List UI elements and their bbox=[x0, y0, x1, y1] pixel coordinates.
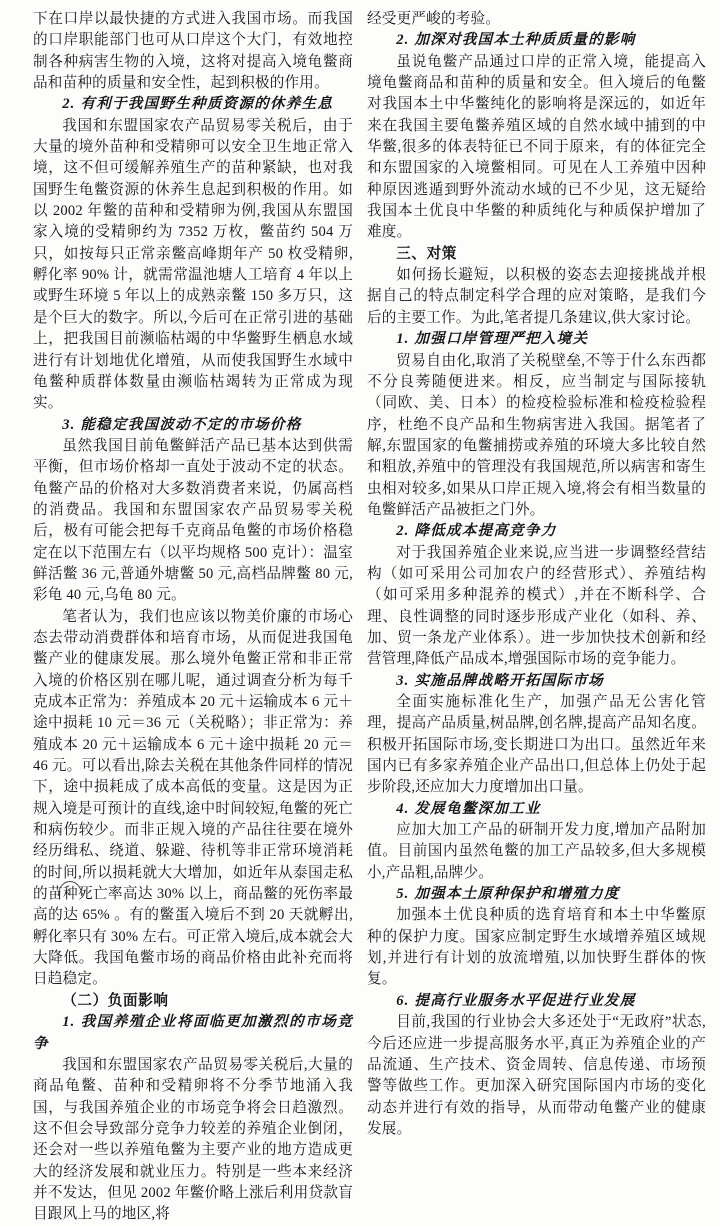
subsection-heading: 4. 发展龟鳖深加工业 bbox=[396, 800, 541, 817]
paragraph: 加强本土优良种质的选育培育和本土中华鳖原种的保护力度。国家应制定野生水域增养殖区域规划,并进行有计划的放流增殖,以加快野生群体的恢复。 bbox=[367, 907, 706, 988]
subsection-heading: 3. 实施品牌战略开拓国际市场 bbox=[396, 672, 604, 689]
subsection-heading: 3. 能稳定我国波动不定的市场价格 bbox=[62, 416, 302, 433]
text-column-right bbox=[367, 9, 706, 1140]
paragraph: 对于我国养殖企业来说,应当进一步调整经营结构（如可采用公司加农户的经营形式）、养殖结构（如可采用多种混养的模式）,并在不断科学、合理、良性调整的同时逐步形成产业化（如科、养、加、贸一条龙产业体系）。进一步加快技术创新和经营管理,降低产品成本,增强国际市场的竞争能力。 bbox=[367, 544, 706, 668]
section-heading: 三、对策 bbox=[396, 245, 457, 262]
paragraph: 我国和东盟国家农产品贸易零关税后，由于大量的境外苗种和受精卵可以安全卫生地正常入境，这不但可缓解养殖生产的苗种紧缺，也对我国野生龟鳖资源的休养生息起到积极的作用。如以 2002 年鳖的苗种和受精卵为例,我国从东盟国家入境的受精卵约为 7352 万枚，鳖苗约 504 万只，如按每只正常亲鳖高峰期年产 50 枚受精卵,孵化率 90% 计，就需常温池塘人工培育 4 年以上或野生环境 5 年以上的成熟亲鳖 150 多万只，这是个巨大的数字。所以,今后可在正常引进的基础上，把我国目前濒临枯竭的中华鳖野生栖息水域进行有计划地优化增殖，从而使我国野生水域中龟鳖种质群体数量由濒临枯竭转为正常成为现实。 bbox=[33, 117, 353, 412]
subsection-heading: 6. 提高行业服务水平促进行业发展 bbox=[396, 992, 636, 1009]
paragraph: 虽然我国目前龟鳖鲜活产品已基本达到供需平衡，但市场价格却一直处于波动不定的状态。龟鳖产品的价格对大多数消费者来说，仍属高档的消费品。我国和东盟国家农产品贸易零关税后，极有可能会把每千克商品龟鳖的市场价格稳定在以下范围左右（以平均规格 500 克计）：温室鲜活鳖 36 元,普通外塘鳖 50 元,高档品牌鳖 80 元,彩龟 40 元,乌龟 80 元。 bbox=[33, 437, 353, 604]
subsection-heading: 5. 加强本土原种保护和增殖力度 bbox=[396, 886, 620, 903]
paragraph: 我国和东盟国家农产品贸易零关税后,大量的商品龟鳖、苗种和受精卵将不分季节地涌入我国，与我国养殖企业的市场竞争将会日趋激烈。这不但会导致部分竞争力较差的养殖企业倒闭，还会对一些以养殖龟鳖为主要产业的地方造成更大的经济发展和就业压力。特别是一些本来经济并不发达，但见 2002 年鳖价略上涨后利用贷款盲目跟风上马的地区,将 bbox=[33, 1056, 353, 1223]
section-heading: （二）负面影响 bbox=[62, 992, 169, 1009]
subsection-heading: 2. 降低成本提高竞争力 bbox=[396, 523, 557, 540]
paragraph: 如何扬长避短，以积极的姿态去迎接挑战并根据自己的特点制定科学合理的应对策略，是我们今后的主要工作。为此,笔者提几条建议,供大家讨论。 bbox=[367, 267, 706, 326]
subsection-heading: 2. 加深对我国本土种质质量的影响 bbox=[396, 32, 636, 49]
paragraph: 笔者认为，我们也应该以物美价廉的市场心态去带动消费群体和培育市场，从而促进我国龟鳖产业的健康发展。那么境外龟鳖正常和非正常入境的价格区别在哪儿呢，通过调查分析为每千克成本正常为：养殖成本 20 元＋运输成本 6 元＋途中损耗 10 元＝36 元（关税略）；非正常为：养殖成本 20 元＋运输成本 6 元＋途中损耗 20 元＝46 元。可以看出,除去关税在其他条件同样的情况下，途中损耗成了成本高低的变量。这是因为正规入境是可预计的直线,途中时间较短,龟鳖的死亡和病伤较少。而非正规入境的产品往往要在境外经历缉私、绕道、躲避、待机等非正常环境消耗的时间,所以损耗就大大增加，如近年从泰国走私的苗种死亡率高达 30% 以上，商品鳖的死伤率最高的达 65% 。有的鳖蛋入境后不到 20 天就孵出,孵化率只有 30% 左右。可正常入境后,成本就会大大降低。我国龟鳖市场的商品价格由此补充而将日趋稳定。 bbox=[33, 608, 353, 988]
paragraph: 虽说龟鳖产品通过口岸的正常入境，能提高入境龟鳖商品和苗种的质量和安全。但入境后的龟鳖对我国本土中华鳖纯化的影响将是深远的，如近年来在我国主要龟鳖养殖区域的自然水域中捕到的中华鳖,很多的体表特征已不同于原来，有的体征完全和东盟国家的入境鳖相同。可见在人工养殖中因种种原因逃遁到野外流动水域的已不少见，这无疑给我国本土优良中华鳖的种质纯化与种质保护增加了难度。 bbox=[367, 53, 706, 241]
paragraph-continuation: 下在口岸以最快捷的方式进入我国市场。而我国的口岸职能部门也可从口岸这个大门，有效地控制各种病害生物的入境，这将对提高入境龟鳖商品和苗种的质量和安全性，起到积极的作用。 bbox=[33, 11, 353, 92]
text-column-left bbox=[33, 9, 353, 1226]
subsection-heading: 1. 我国养殖企业将面临更加激烈的市场竞争 bbox=[33, 1014, 353, 1052]
paragraph: 全面实施标准化生产，加强产品无公害化管理，提高产品质量,树品牌,创名牌,提高产品知名度。积极开拓国际市场,变长期进口为出口。虽然近年来国内已有多家养殖企业产品出口,但总体上仍处于起步阶段,还应加大力度增加出口量。 bbox=[367, 694, 706, 796]
paragraph-continuation: 经受更严峻的考验。 bbox=[367, 11, 501, 27]
paragraph: 目前,我国的行业协会大多还处于“无政府”状态,今后还应进一步提高服务水平,真正为养殖企业的产品流通、生产技术、资金周转、信息传递、市场预警等做些工作。更加深入研究国际国内市场的变化动态并进行有效的指导，从而带动龟鳖产业的健康发展。 bbox=[367, 1014, 706, 1137]
subsection-heading: 1. 加强口岸管理严把入境关 bbox=[396, 331, 589, 348]
subsection-heading: 2. 有利于我国野生种质资源的休养生息 bbox=[62, 96, 334, 113]
paragraph: 贸易自由化,取消了关税壁垒,不等于什么东西都不分良莠随便进来。相反，应当制定与国际接轨（同欧、美、日本）的检疫检验标准和检疫检验程序，杜绝不良产品和生物病害进入我国。据笔者了解,东盟国家的龟鳖捕捞或养殖的环境大多比较自然和粗放,养殖中的管理没有我国规范,所以病害和寄生虫相对较多,如果从口岸正规入境,将会有相当数量的龟鳖鲜活产品被拒之门外。 bbox=[367, 352, 706, 518]
paragraph: 应加大加工产品的研制开发力度,增加产品附加值。目前国内虽然龟鳖的加工产品较多,但大多规模小,产品粗,品牌少。 bbox=[367, 822, 706, 881]
